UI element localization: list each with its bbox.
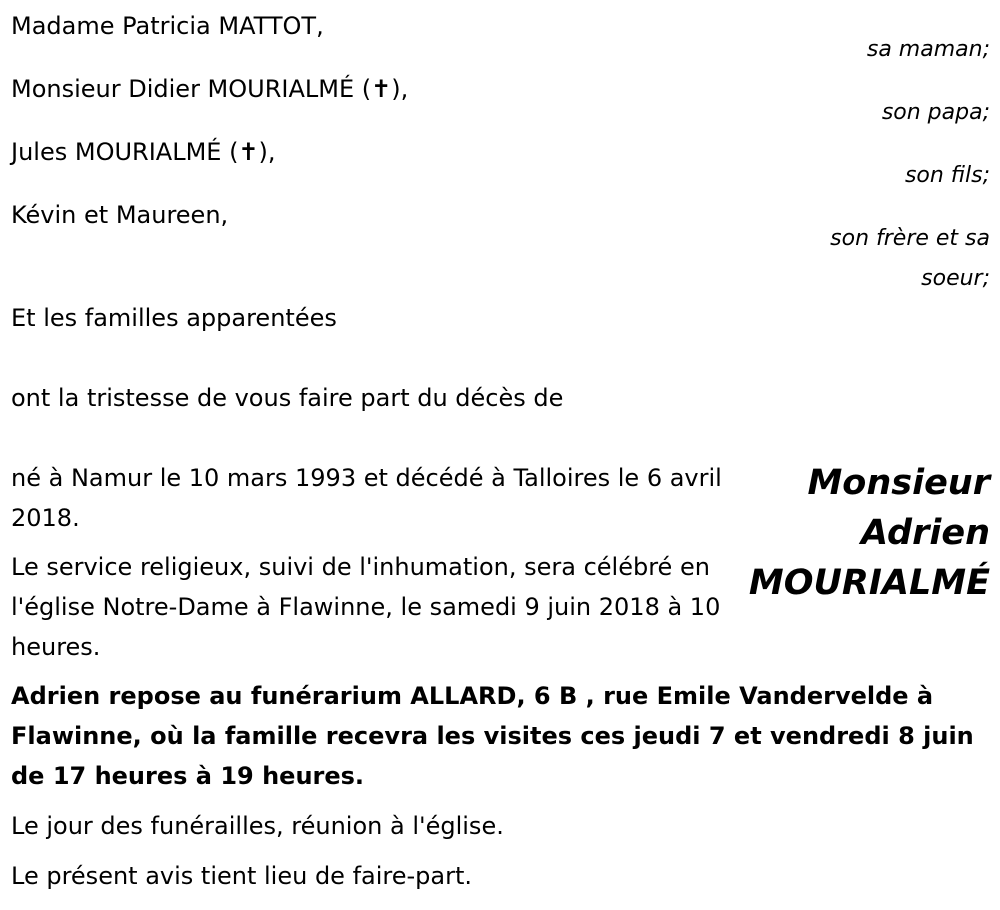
family-name-4: Kévin et Maureen, <box>11 201 229 229</box>
notice-info: Le présent avis tient lieu de faire-part. <box>11 862 473 890</box>
service-info: Le service religieux, suivi de l'inhumation, sera célébré en l'église Notre-Dame à Flawinne, le samedi 9 juin 2018 à 10 heures. <box>11 553 721 661</box>
family-relation-4-line2: soeur; <box>921 266 990 291</box>
family-name-1: Madame Patricia MATTOT, <box>11 12 324 40</box>
family-relation-1: sa maman; <box>866 37 990 62</box>
family-relation-4-line1: son frère et sa <box>830 226 990 251</box>
deceased-last-name: MOURIALMÉ <box>748 563 990 603</box>
extended-family: Et les familles apparentées <box>11 304 337 332</box>
visitation-info: Adrien repose au funérarium ALLARD, 6 B , rue Emile Vandervelde à Flawinne, où la famille recevra les visites ces jeudi 7 et vendredi 8 juin de 17 heures à 19 heures. <box>11 682 974 790</box>
announcement: ont la tristesse de vous faire part du décès de <box>11 384 564 412</box>
family-relation-3: son fils; <box>904 163 990 188</box>
family-name-2: Monsieur Didier MOURIALMÉ (✝), <box>11 75 409 103</box>
family-name-3: Jules MOURIALMÉ (✝), <box>11 138 276 166</box>
deceased-title: Monsieur <box>807 463 990 503</box>
birth-death-info: né à Namur le 10 mars 1993 et décédé à Talloires le 6 avril 2018. <box>11 464 722 532</box>
funeral-day-info: Le jour des funérailles, réunion à l'église. <box>11 812 504 840</box>
deceased-name <box>730 458 990 608</box>
family-relation-2: son papa; <box>881 100 990 125</box>
deceased-first-name: Adrien <box>861 513 990 553</box>
